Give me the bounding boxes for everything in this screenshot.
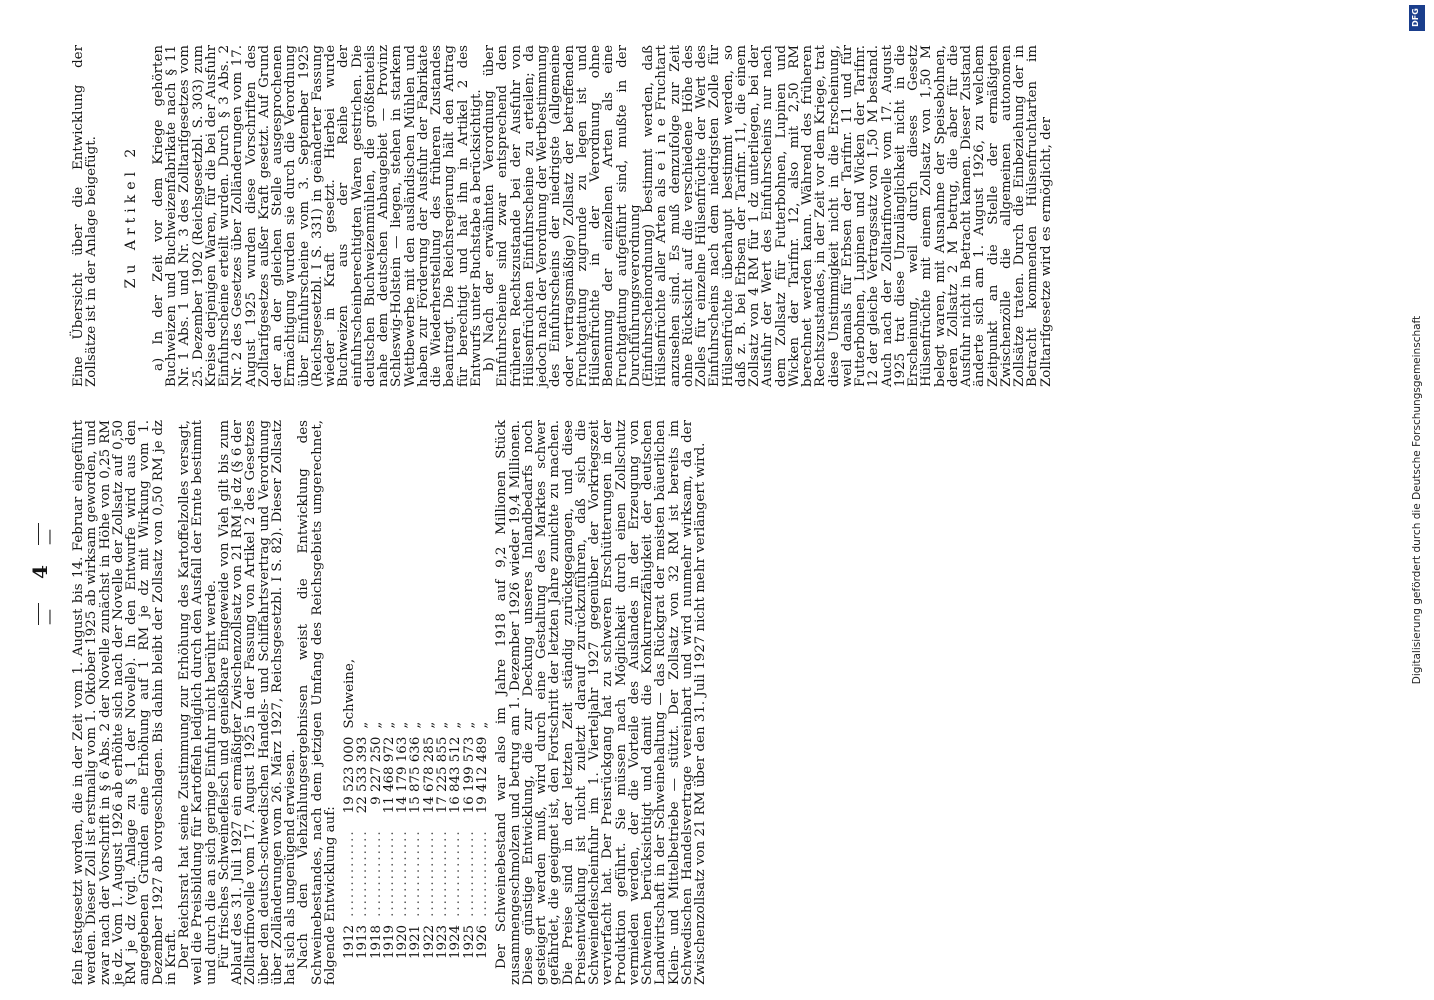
year-cell: 1922 <box>421 924 437 959</box>
year-cell: 1920 <box>395 924 411 959</box>
value-cell: 22 533 393 <box>355 736 371 814</box>
year-cell: 1923 <box>435 924 451 959</box>
value-cell: 16 843 512 <box>448 736 464 814</box>
table-row: 1922 .............. 14 678 285 „ <box>423 655 436 963</box>
unit-cell: „ <box>421 721 437 729</box>
year-cell: 1919 <box>381 924 397 959</box>
paragraph: Nach den Viehzählungsergebnissen weist die Entwicklung des Schweinebestandes, nach dem jetzigen Umfang des Reichsgebiets umgerechnet, folgende Entwicklung auf: <box>296 420 338 985</box>
unit-cell: „ <box>381 721 397 729</box>
table-row: 1924 .............. 16 843 512 „ <box>449 655 462 963</box>
table-row: 1913 .............. 22 533 393 „ <box>356 655 369 963</box>
page-number-dash-right: — <box>38 523 58 545</box>
pig-census-table <box>343 655 489 963</box>
table-row: 1919 .............. 11 468 972 „ <box>383 655 396 963</box>
paragraph: a) In der Zeit vor dem Kriege gehörten Buchweizen und Buchweizenfabrikate nach § 11 Nr. 1 Abs. 1 und Nr. 3 des Zolltarifgesetzes vom 25. Dezember 1902 (Reichsgesetzbl. S. 303) zum Kreise derjenigen Waren, für die bei der Ausfuhr Einfuhrscheine erteilt wurden. Durch § 3 Abs. 2 Nr. 2 des Gesetzes über Zolländerungen vom 17. August 1925 wurden diese Vorschriften des Zolltarifgesetzes außer Kraft gesetzt. Auf Grund der an der gleichen Stelle ausgesprochenen Ermächtigung wurden sie durch die Verordnung über Einfuhrscheine vom 3. September 1925 (Reichsgesetzbl. I S. 331) in geänderter Fassung wieder in Kraft gesetzt. Hierbei wurde Buchweizen aus der Reihe der einfuhrscheinberechtigten Waren gestrichen. Die deutschen Buchweizenmühlen, die größtenteils nahe dem deutschen Anbaugebiet — Provinz Schleswig-Holstein — liegen, stehen in starkem Wettbewerbe mit den ausländischen Mühlen und haben zur Förderung der Ausfuhr der Fabrikate die Wiederherstellung des früheren Zustandes beantragt. Die Reichsregierung hält den Antrag für berechtigt und hat ihn in Artikel 2 des Entwurfs unter Buchstabe a berücksichtigt. <box>150 45 484 387</box>
value-cell: 9 227 250 <box>368 736 384 805</box>
unit-cell: „ <box>355 721 371 729</box>
value-cell: 15 875 636 <box>408 736 424 814</box>
table-row: 1912 .............. 19 523 000 Schweine, <box>343 655 356 963</box>
table-row: 1925 .............. 16 199 573 „ <box>463 655 476 963</box>
year-cell: 1926 <box>474 924 490 959</box>
value-cell: 14 678 285 <box>421 736 437 814</box>
unit-cell: „ <box>368 721 384 729</box>
value-cell: 11 468 972 <box>381 736 397 814</box>
unit-cell: „ <box>448 721 464 729</box>
unit-cell: „ <box>461 721 477 729</box>
paragraph: b) Nach der erwähnten Verordnung über Einfuhrscheine sind zwar entsprechend den früheren Rechtszustande bei der Ausfuhr von Hülsenfrüchten Einfuhrscheine zu erteilen; da jedoch nach der Verordnung der Wertbestimmung des Einfuhrscheins der niedrigste (allgemeine oder vertragsmäßige) Zollsatz der betreffenden Fruchtgattung zugrunde zu legen ist und Hülsenfrüchte in der Verordnung ohne Benennung der einzelnen Arten als eine Fruchtgattung aufgeführt sind, mußte in der Durchführungsverordnung (Einfuhrscheinordnung) bestimmt werden, daß Hülsenfrüchte aller Arten als e i n e Fruchtart anzusehen sind. Es muß demzufolge zur Zeit ohne Rücksicht auf die verschiedene Höhe des Zolles für einzelne Hülsenfrüchte der Wert des Einfuhrscheins nach dem niedrigsten Zolle für Hülsenfrüchte überhaupt bestimmt werden, so daß z. B. bei Erbsen der Tarifnr. 11, die einem Zollsatz von 4 RM für 1 dz unterliegen, bei der Ausfuhr der Wert des Einfuhrscheins nur nach dem Zollsatz für Futterbohnen, Lupinen und Wicken der Tarifnr. 12, also mit 2,50 RM berechnet werden kann. Während des früheren Rechtszustandes, in der Zeit vor dem Kriege, trat diese Unstimmigkeit nicht in die Erscheinung, weil damals für Erbsen der Tarifnr. 11 und für Futterbohnen, Lupinen und Wicken der Tarifnr. 12 der gleiche Vertragssatz von 1,50 M bestand. Auch nach der Zolltarifnovelle vom 17. August 1925 trat diese Unzulänglichkeit nicht in die Erscheinung, weil durch dieses Gesetz Hülsenfrüchte mit einem Zollsatz von 1,50 M belegt waren, mit Ausnahme der Speisebohnen, deren Zollsatz 2 M betrug, die aber für die Ausfuhr nicht in Betracht kamen. Dieser Zustand änderte sich am 1. August 1926, zu welchem Zeitpunkt an die Stelle der ermäßigten Zwischenzölle die allgemeinen autonomen Zollsätze traten. Durch die Einbeziehung der in Betracht kommenden Hülsenfruchtarten im Zolltarifgesetze wird es ermöglicht, der <box>482 45 1054 387</box>
year-cell: 1918 <box>368 924 384 959</box>
year-cell: 1924 <box>448 924 464 959</box>
year-cell: 1913 <box>355 924 371 959</box>
dfg-logo <box>1409 5 1425 31</box>
value-cell: 16 199 573 <box>461 736 477 814</box>
unit-cell: Schweine, <box>342 658 357 729</box>
unit-cell: „ <box>395 721 411 729</box>
value-cell: 19 523 000 <box>342 736 357 814</box>
unit-cell: „ <box>435 721 451 729</box>
value-cell: 19 412 489 <box>474 736 490 814</box>
table-row: 1920 .............. 14 179 163 „ <box>396 655 409 963</box>
paragraph: Der Schweinebestand war also im Jahre 1918 auf 9,2 Millionen Stück zusammengeschmolzen und betrug am 1. Dezember 1926 wieder 19,4 Millionen. Diese günstige Entwicklung, die zur Deckung unseres Inlandbedarfs noch gesteigert werden muß, wird durch eine Gestaltung des Marktes schwer gefährdet, die geeignet ist, den Fortschritt der letzten Jahre zunichte zu machen. Die Preise sind in der letzten Zeit ständig zurückgegangen, und diese Preisentwicklung ist nicht zuletzt darauf zurückzuführen, daß sich die Schweinefleischeinfuhr im 1. Vierteljahr 1927 gegenüber der Vorkriegszeit vervierfacht hat. Der Preisrückgang hat zu schweren Erschütterungen in der Produktion geführt. Sie müssen nach Möglichkeit durch einen Zollschutz vermieden werden, der die Vorteile des Auslandes in der Erzeugung von Schweinen berücksichtigt und damit die Konkurrenzfähigkeit der deutschen Landwirtschaft in der Schweinehaltung — das Rückgrat der meisten bäuerlichen Klein- und Mittelbetriebe — stützt. Der Zollsatz von 32 RM ist bereits im Schwedischen Handelsvertrage vereinbart und wird nunmehr wirksam, da der Zwischenzollsatz von 21 RM über den 31. Juli 1927 nicht mehr verlängert wird. <box>494 420 709 985</box>
table-row: 1918 .............. 9 227 250 „ <box>370 655 383 963</box>
section-heading: Zu Artikel 2 <box>122 143 139 289</box>
page-number: 4 <box>28 565 52 579</box>
value-cell: 14 179 163 <box>395 736 411 814</box>
unit-cell: „ <box>408 721 424 729</box>
page-number-dash-left: — <box>38 603 58 625</box>
year-cell: 1925 <box>461 924 477 959</box>
right-text-column <box>72 45 1053 387</box>
paragraph: Der Reichsrat hat seine Zustimmung zur Erhöhung des Kartoffelzolles versagt, weil die Preisbildung für Kartoffeln lediglich durch den Ausfall der Ernte bestimmt und durch die an sich geringe Einfuhr nicht berührt werde. <box>177 420 219 985</box>
table-row: 1921 .............. 15 875 636 „ <box>409 655 422 963</box>
dfg-logo-text: DFG <box>1410 8 1420 27</box>
table-row: 1923 .............. 17 225 855 „ <box>436 655 449 963</box>
paragraph: feln festgesetzt worden, die in der Zeit vom 1. August bis 14. Februar eingeführt werden. Dieser Zoll ist erstmalig vom 1. Oktober 1925 ab wirksam geworden, und zwar nach der Vorschrift in § 6 Abs. 2 der Novelle zunächst in Höhe von 0,25 RM je dz. Vom 1. August 1926 ab erhöhte sich nach der Novelle der Zollsatz auf 0,50 RM je dz (vgl. Anlage zu § 1 der Novelle). In den Entwurfe wird aus den angegebenen Gründen eine Erhöhung auf 1 RM je dz mit Wirkung vom 1. Dezember 1927 ab vorgeschlagen. Bis dahin bleibt der Zollsatz von 0,50 RM je dz in Kraft. <box>71 420 179 985</box>
left-text-column <box>72 420 707 985</box>
year-cell: 1921 <box>408 924 424 959</box>
digitization-credit: Digitalisierung gefördert durch die Deutsche Forschungsgemeinschaft <box>1411 315 1423 685</box>
rotated-document-page <box>28 45 1292 985</box>
paragraph: Für frisches Schweinefleisch und genießbare Eingeweide von Vieh gilt bis zum Ablauf des 31. Juli 1927 ein ermäßigter Zwischenzollsatz von 21 RM je dz (§ 6 der Zolltarifnovelle vom 17. August 1925 in der Fassung von Artikel 2 des Gesetzes über den deutsch-schwedischen Handels- und Schiffahrtsvertrag und Verordnung über Zolländerungen vom 26. März 1927, Reichsgesetzbl. I S. 82). Dieser Zollsatz hat sich als ungenügend erwiesen. <box>216 420 298 985</box>
paragraph: Eine Übersicht über die Entwicklung der Zollsätze ist in der Anlage beigefügt. <box>71 45 100 387</box>
table-row: 1926 .............. 19 412 489 „ <box>476 655 489 963</box>
value-cell: 17 225 855 <box>435 736 451 814</box>
unit-cell: „ <box>474 721 490 729</box>
year-cell: 1912 <box>342 924 357 959</box>
